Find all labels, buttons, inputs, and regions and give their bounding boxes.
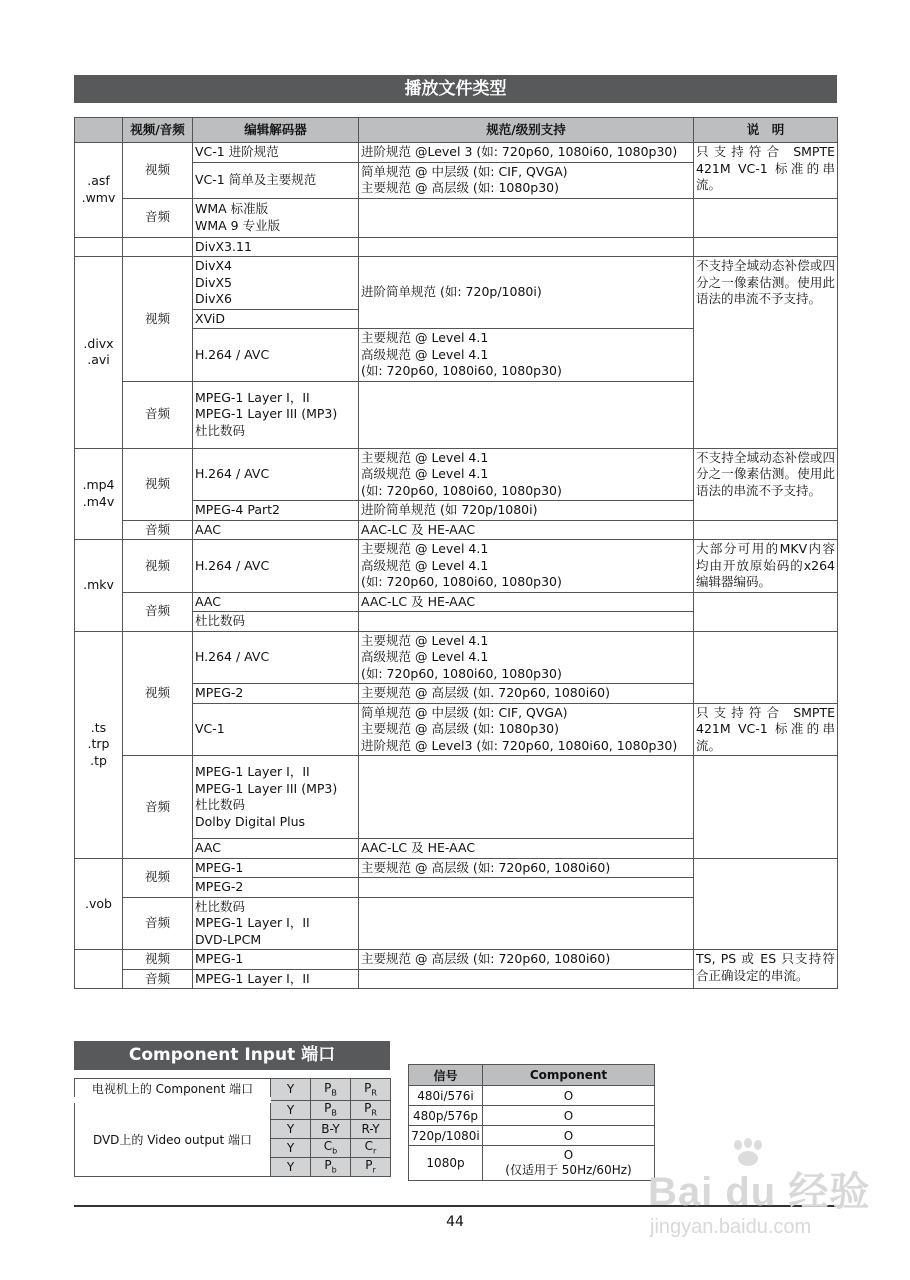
video-label: 视频 — [123, 143, 193, 199]
table-row — [409, 1126, 655, 1146]
codec-cell: VC-1 — [193, 703, 359, 756]
video-label: 视频 — [123, 540, 193, 593]
table-row — [75, 1079, 391, 1101]
table-row — [75, 950, 838, 970]
table-header-row — [409, 1065, 655, 1086]
profile-cell — [359, 969, 694, 989]
codec-cell: MPEG-1 — [193, 858, 359, 878]
signal-cell: 1080p — [409, 1146, 483, 1181]
video-label: 视频 — [123, 448, 193, 520]
port-cell: Y — [271, 1100, 311, 1119]
table-row — [409, 1086, 655, 1106]
table-row — [75, 520, 838, 540]
table-row — [75, 143, 838, 163]
audio-label: 音频 — [123, 520, 193, 540]
port-letter: P — [364, 1081, 372, 1096]
page-title: 播放文件类型 — [74, 75, 837, 103]
profile-cell — [359, 198, 694, 237]
audio-label: 音频 — [123, 756, 193, 859]
table-row — [409, 1146, 655, 1181]
audio-label: 音频 — [123, 198, 193, 237]
note-cell — [694, 756, 838, 859]
table-row — [75, 756, 838, 839]
dvd-port-label: DVD上的 Video output 端口 — [75, 1100, 271, 1176]
header-codec: 编辑解码器 — [193, 118, 359, 143]
port-cell: Y — [271, 1138, 311, 1157]
tv-port-label: 电视机上的 Component 端口 — [75, 1079, 271, 1101]
port-cell: Y — [271, 1157, 311, 1176]
table-row — [75, 1100, 391, 1119]
page-number: 44 — [446, 1214, 464, 1230]
port-sub: B — [331, 1088, 337, 1098]
profile-cell — [359, 237, 694, 257]
header-ext — [75, 118, 123, 143]
signal-table — [408, 1064, 655, 1181]
port-cell: $P_R$ — [351, 1100, 391, 1119]
component-cell: O — [483, 1126, 655, 1146]
port-cell: $P_b$ — [311, 1157, 351, 1176]
profile-cell: 进阶简单规范 (如 720p/1080i) — [359, 501, 694, 521]
signal-cell: 720p/1080i — [409, 1126, 483, 1146]
note-cell: 不支持全域动态补偿或四分之一像素估测。使用此语法的串流不予支持。 — [694, 257, 838, 449]
watermark-brand: Bai du 经验 — [648, 1170, 871, 1214]
video-label: 视频 — [123, 950, 193, 970]
ext-cell — [75, 237, 123, 257]
codec-cell: H.264 / AVC — [193, 329, 359, 382]
port-cell — [311, 1079, 351, 1101]
ext-cell: .asf .wmv — [75, 143, 123, 238]
ext-cell: .divx .avi — [75, 257, 123, 449]
codec-cell: MPEG-1 Layer I，II MPEG-1 Layer III (MP3) 杜比数码 Dolby Digital Plus — [193, 756, 359, 839]
av-cell — [123, 237, 193, 257]
note-cell: 大部分可用的MKV内容均由开放原始码的x264编辑器编码。 — [694, 540, 838, 593]
file-type-table — [74, 117, 838, 989]
codec-cell: MPEG-1 Layer I，II — [193, 969, 359, 989]
video-label: 视频 — [123, 257, 193, 382]
codec-cell: DivX3.11 — [193, 237, 359, 257]
port-cell: $P_r$ — [351, 1157, 391, 1176]
table-row — [75, 237, 838, 257]
ext-cell: .ts .trp .tp — [75, 631, 123, 858]
profile-cell: 简单规范 @ 中层级 (如: CIF, QVGA) 主要规范 @ 高层级 (如: 1080p30) 进阶规范 @ Level3 (如: 720p60, 1080i60, 1080p30) — [359, 703, 694, 756]
port-cell: B-Y — [311, 1119, 351, 1138]
table-row — [75, 257, 838, 310]
note-cell — [694, 198, 838, 237]
codec-cell: 杜比数码 — [193, 612, 359, 632]
port-cell: $C_r$ — [351, 1138, 391, 1157]
profile-cell: 主要规范 @ Level 4.1 高级规范 @ Level 4.1 (如: 720p60, 1080i60, 1080p30) — [359, 329, 694, 382]
port-cell: $C_b$ — [311, 1138, 351, 1157]
codec-cell: AAC — [193, 520, 359, 540]
port-sub: R — [371, 1088, 377, 1098]
codec-cell: WMA 标准版 WMA 9 专业版 — [193, 198, 359, 237]
port-letter: P — [324, 1081, 332, 1096]
profile-cell: AAC-LC 及 HE-AAC — [359, 592, 694, 612]
video-label: 视频 — [123, 631, 193, 756]
profile-cell: 主要规范 @ 高层级 (如. 720p60, 1080i60) — [359, 684, 694, 704]
codec-cell: MPEG-2 — [193, 684, 359, 704]
note-cell — [694, 858, 838, 950]
codec-cell: MPEG-1 — [193, 950, 359, 970]
codec-cell: VC-1 进阶规范 — [193, 143, 359, 163]
component-cell: O — [483, 1086, 655, 1106]
port-cell: Y — [271, 1119, 311, 1138]
note-cell — [694, 237, 838, 257]
table-row — [75, 198, 838, 237]
codec-cell: 杜比数码 MPEG-1 Layer I，II DVD-LPCM — [193, 897, 359, 950]
ext-cell: .mp4 .m4v — [75, 448, 123, 540]
note-cell: 只支持符合 SMPTE 421M VC-1 标准的串流。 — [694, 143, 838, 199]
note-cell — [694, 520, 838, 540]
codec-cell: DivX4 DivX5 DivX6 — [193, 257, 359, 310]
codec-cell: H.264 / AVC — [193, 448, 359, 501]
profile-cell: 主要规范 @ Level 4.1 高级规范 @ Level 4.1 (如: 720p60, 1080i60, 1080p30) — [359, 448, 694, 501]
profile-cell: 主要规范 @ Level 4.1 高级规范 @ Level 4.1 (如: 720p60, 1080i60, 1080p30) — [359, 540, 694, 593]
header-av: 视频/音频 — [123, 118, 193, 143]
profile-cell — [359, 878, 694, 898]
component-cell: O (仅适用于 50Hz/60Hz) — [483, 1146, 655, 1181]
codec-cell: AAC — [193, 839, 359, 859]
table-row — [409, 1106, 655, 1126]
profile-cell: 进阶规范 @Level 3 (如: 720p60, 1080i60, 1080p30) — [359, 143, 694, 163]
profile-cell — [359, 381, 694, 448]
codec-cell: MPEG-4 Part2 — [193, 501, 359, 521]
table-header-row — [75, 118, 838, 143]
ext-cell — [75, 950, 123, 989]
codec-cell: H.264 / AVC — [193, 540, 359, 593]
ext-cell: .mkv — [75, 540, 123, 632]
note-cell — [694, 631, 838, 703]
table-row — [75, 540, 838, 593]
codec-cell: MPEG-1 Layer I，II MPEG-1 Layer III (MP3) 杜比数码 — [193, 381, 359, 448]
table-row — [75, 592, 838, 612]
profile-cell: 主要规范 @ 高层级 (如: 720p60, 1080i60) — [359, 950, 694, 970]
profile-cell: 进阶简单规范 (如: 720p/1080i) — [359, 257, 694, 329]
note-cell — [694, 592, 838, 631]
port-cell — [351, 1079, 391, 1101]
profile-cell: 简单规范 @ 中层级 (如: CIF, QVGA) 主要规范 @ 高层级 (如: 1080p30) — [359, 162, 694, 198]
profile-cell — [359, 897, 694, 950]
profile-cell — [359, 756, 694, 839]
table-row — [75, 858, 838, 878]
profile-cell: 主要规范 @ 高层级 (如: 720p60, 1080i60) — [359, 858, 694, 878]
codec-cell: H.264 / AVC — [193, 631, 359, 684]
profile-cell: AAC-LC 及 HE-AAC — [359, 520, 694, 540]
audio-label: 音频 — [123, 381, 193, 448]
table-row — [75, 631, 838, 684]
codec-cell: MPEG-2 — [193, 878, 359, 898]
signal-cell: 480p/576p — [409, 1106, 483, 1126]
codec-cell: VC-1 简单及主要规范 — [193, 162, 359, 198]
port-cell: $P_B$ — [311, 1100, 351, 1119]
port-cell: R-Y — [351, 1119, 391, 1138]
profile-cell — [359, 612, 694, 632]
header-profile: 规范/级别支持 — [359, 118, 694, 143]
audio-label: 音频 — [123, 592, 193, 631]
header-component: Component — [483, 1065, 655, 1086]
audio-label: 音频 — [123, 897, 193, 950]
video-label: 视频 — [123, 858, 193, 897]
note-cell: 不支持全域动态补偿或四分之一像素估测。使用此语法的串流不予支持。 — [694, 448, 838, 520]
component-input-title: Component Input 端口 — [74, 1041, 390, 1070]
signal-cell: 480i/576i — [409, 1086, 483, 1106]
header-note: 说 明 — [694, 118, 838, 143]
profile-cell: 主要规范 @ Level 4.1 高级规范 @ Level 4.1 (如: 720p60, 1080i60, 1080p30) — [359, 631, 694, 684]
table-row — [75, 448, 838, 501]
port-cell: Y — [271, 1079, 311, 1101]
codec-cell: AAC — [193, 592, 359, 612]
audio-label: 音频 — [123, 969, 193, 989]
component-port-table — [74, 1078, 391, 1177]
note-cell: TS, PS 或 ES 只支持符合正确设定的串流。 — [694, 950, 838, 989]
watermark-url: jingyan.baidu.com — [650, 1216, 812, 1238]
header-signal: 信号 — [409, 1065, 483, 1086]
ext-cell: .vob — [75, 858, 123, 950]
profile-cell: AAC-LC 及 HE-AAC — [359, 839, 694, 859]
component-cell: O — [483, 1106, 655, 1126]
note-cell: 只支持符合 SMPTE 421M VC-1 标准的串流。 — [694, 703, 838, 756]
codec-cell: XViD — [193, 309, 359, 329]
